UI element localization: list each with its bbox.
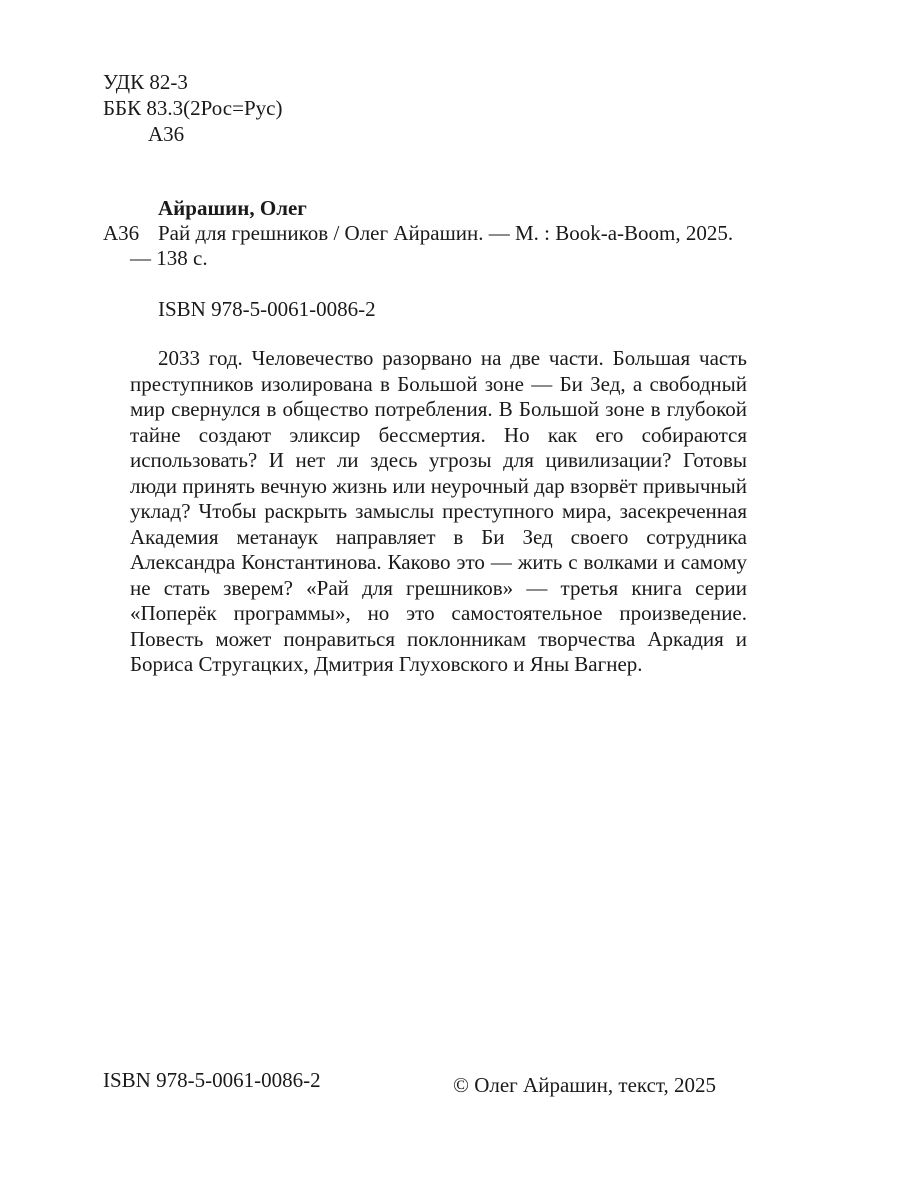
author-mark: А36 <box>148 122 185 146</box>
bibliographic-text: Рай для грешников / Олег Айрашин. — М. : Book-a-Boom, 2025. — 138 с. <box>130 221 734 270</box>
copyright-notice: © Олег Айрашин, текст, 2025 <box>453 1073 717 1097</box>
annotation-text: 2033 год. Человечество разорвано на две части. Большая часть преступников изолирована в Большой зоне — Би Зед, а свободный мир свернулся в общество потребления. В Большой зоне в глубокой тайне создают эликсир бессмертия. Но как его собираются использовать? И нет ли здесь угрозы для цивилизации? Готовы люди принять вечную жизнь или неурочный дар взорвёт привычный уклад? Чтобы раскрыть замыслы преступного мира, засекреченная Академия метанаук направляет в Би Зед своего сотрудника Александра Константинова. Каково это — жить с волками и самому не стать зверем? «Рай для грешников» — третья книга серии «Поперёк программы», но это самостоятельное произведение. Повесть может понравиться поклонникам творчества Аркадия и Бориса Стругацких, Дмитрия Глуховского и Яны Вагнер. <box>130 346 747 676</box>
author-name: Айрашин, Олег <box>158 196 307 220</box>
annotation <box>130 346 747 678</box>
bbk-code: ББК 83.3(2Рос=Рус) <box>103 96 283 120</box>
udk-code: УДК 82-3 <box>103 70 188 94</box>
bibliographic-description <box>130 221 748 271</box>
isbn-record: ISBN 978-5-0061-0086-2 <box>158 297 376 321</box>
author-mark-record: А36 <box>103 221 140 245</box>
isbn-footer: ISBN 978-5-0061-0086-2 <box>103 1068 321 1092</box>
